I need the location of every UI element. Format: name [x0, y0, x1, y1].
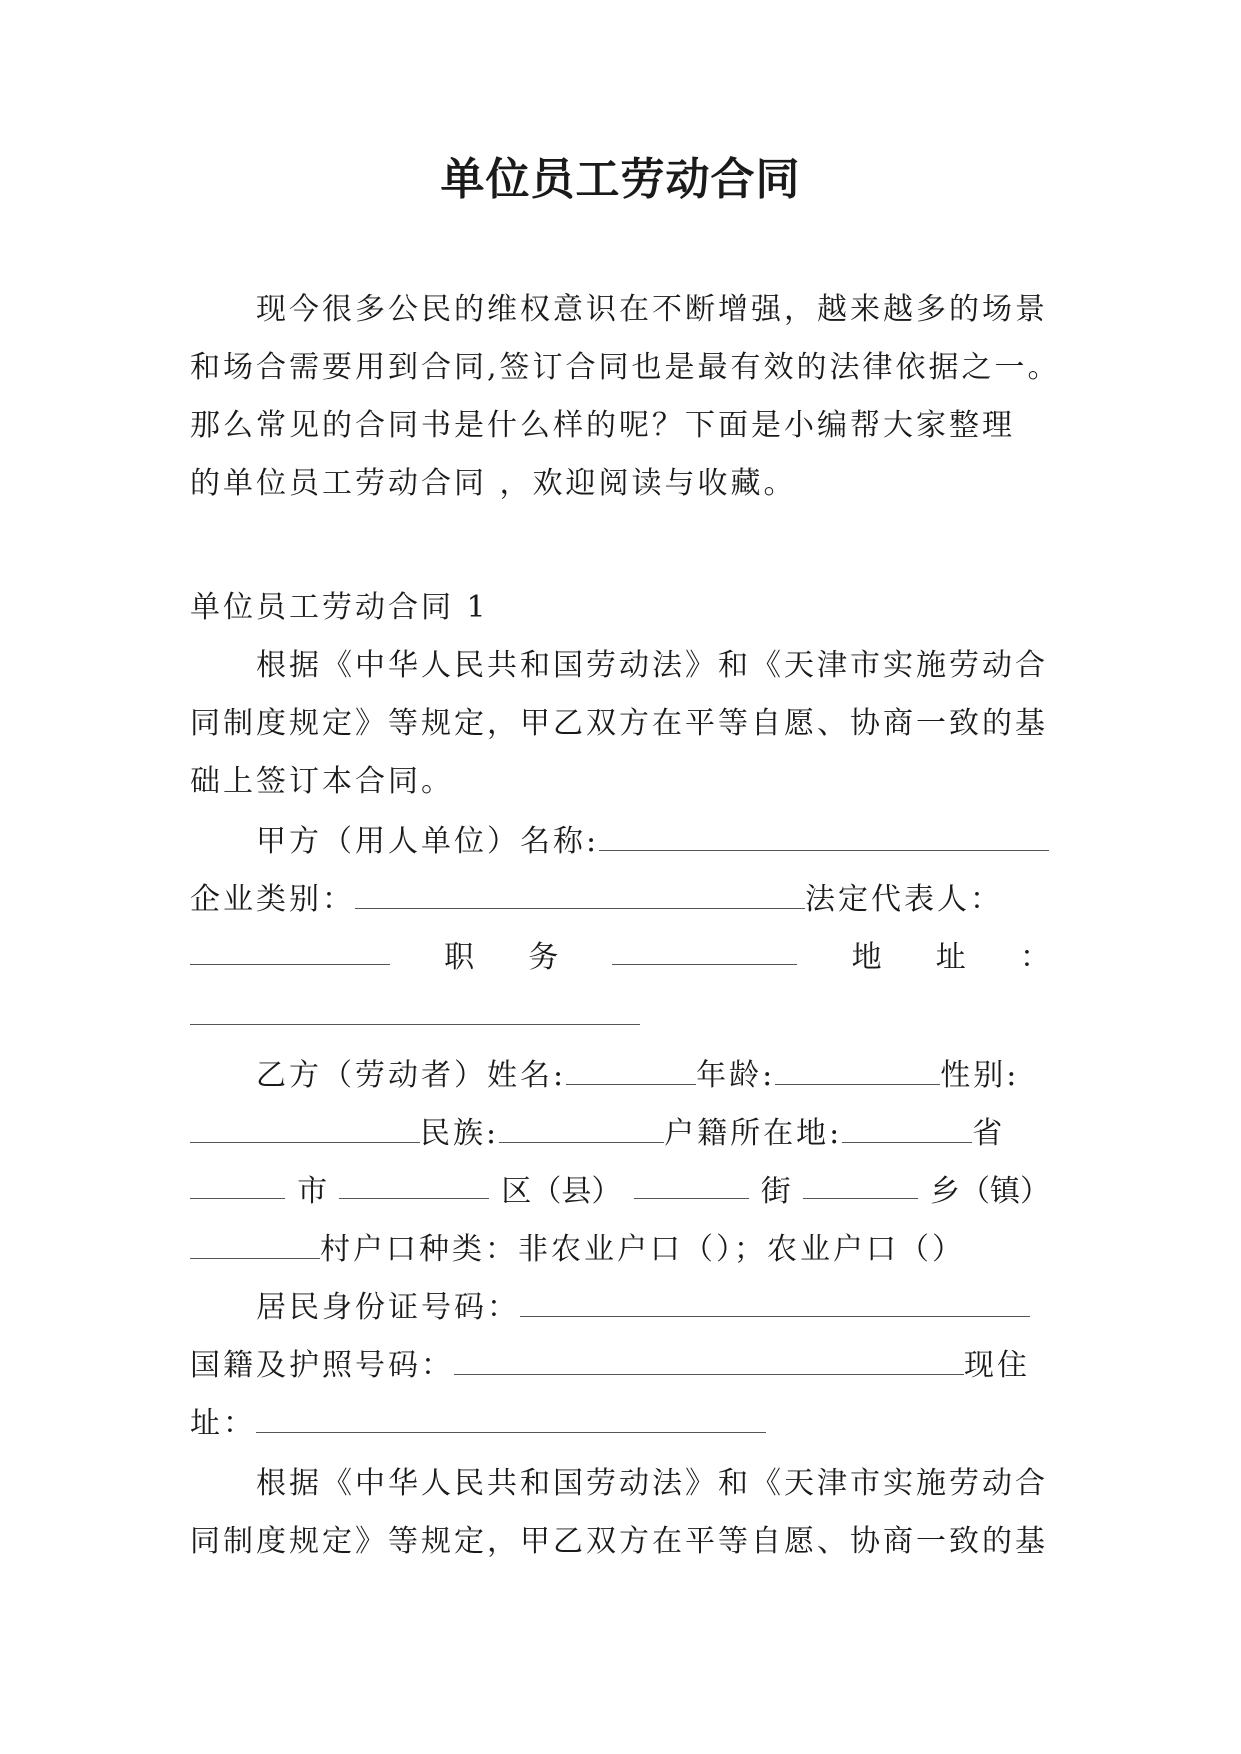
basis-line-3: 础上签订本合同。: [190, 764, 454, 799]
party-a-name-row: [256, 822, 1050, 862]
party-b-passport-label: 国籍及护照号码：: [190, 1348, 454, 1383]
party-b-passport-field[interactable]: [454, 1348, 964, 1375]
party-b-id-field[interactable]: [520, 1290, 1030, 1317]
party-a-addr-label-2: 址: [935, 940, 966, 975]
party-b-hukou-label: 村户口种类：非农业户口（）；农业户口（）: [320, 1232, 965, 1267]
party-a-rep-label: 法定代表人：: [805, 882, 1003, 917]
party-a-addr-colon: ：: [1019, 940, 1050, 975]
party-b-age-label: 年龄:: [696, 1058, 776, 1093]
party-b-domicile-label: 户籍所在地:: [664, 1116, 843, 1151]
party-b-village-field[interactable]: [190, 1232, 320, 1259]
party-a-type-field[interactable]: [355, 882, 805, 909]
party-b-district: 区（县）: [501, 1174, 622, 1209]
party-b-district-field[interactable]: [339, 1172, 489, 1199]
party-b-street-field[interactable]: [634, 1172, 749, 1199]
party-b-hukou-row: [190, 1230, 1050, 1270]
party-b-township: 乡（镇）: [929, 1174, 1050, 1209]
party-b-passport-row: [190, 1346, 1050, 1386]
party-b-ethnicity-label: 民族:: [420, 1116, 500, 1151]
party-b-gender-field[interactable]: [190, 1116, 420, 1143]
party-a-addr-row: [190, 996, 1050, 1036]
party-b-age-field[interactable]: [775, 1058, 940, 1085]
intro-line-4: 的单位员工劳动合同 ，欢迎阅读与收藏。: [190, 466, 797, 501]
party-b-city: 市: [297, 1174, 328, 1209]
party-a-duty-row: [190, 938, 1050, 978]
party-a-name-field[interactable]: [599, 824, 1049, 851]
basis-line-1: 根据《中华人民共和国劳动法》和《天津市实施劳动合: [256, 648, 1048, 683]
party-b-province: 省: [972, 1116, 1006, 1151]
party-a-rep-field[interactable]: [190, 938, 390, 965]
party-b-address-label-1: 现住: [964, 1348, 1030, 1383]
party-a-duty-label-1: 职: [444, 940, 475, 975]
party-a-addr-label-1: 地: [851, 940, 882, 975]
basis-repeat-line-1: 根据《中华人民共和国劳动法》和《天津市实施劳动合: [256, 1466, 1048, 1501]
party-b-name-field[interactable]: [566, 1058, 696, 1085]
party-a-duty-label-2: 务: [528, 940, 559, 975]
intro-line-3: 那么常见的合同书是什么样的呢？下面是小编帮大家整理: [190, 408, 1015, 443]
intro-line-2: 和场合需要用到合同,签订合同也是最有效的法律依据之一。: [190, 350, 1061, 385]
section-heading: 单位员工劳动合同 1: [190, 590, 489, 625]
party-b-id-label: 居民身份证号码：: [256, 1290, 520, 1325]
party-b-address-field[interactable]: [256, 1406, 766, 1433]
party-b-ethnicity-field[interactable]: [499, 1116, 664, 1143]
party-a-addr-field[interactable]: [190, 998, 640, 1025]
party-b-id-row: [256, 1288, 1050, 1328]
basis-line-2: 同制度规定》等规定，甲乙双方在平等自愿、协商一致的基: [190, 706, 1048, 741]
party-a-name-label: 甲方（用人单位）名称:: [256, 824, 600, 859]
intro-line-1: 现今很多公民的维权意识在不断增强，越来越多的场景: [256, 292, 1048, 327]
party-b-gender-label: 性别:: [940, 1058, 1020, 1093]
party-a-type-label: 企业类别：: [190, 882, 355, 917]
party-a-duty-field[interactable]: [612, 938, 797, 965]
party-b-province-field[interactable]: [842, 1116, 972, 1143]
party-b-ethnicity-row: [190, 1114, 1050, 1154]
basis-repeat-line-2: 同制度规定》等规定，甲乙双方在平等自愿、协商一致的基: [190, 1524, 1048, 1559]
document-title: 单位员工劳动合同: [440, 154, 801, 205]
party-b-address-row: [190, 1404, 1050, 1444]
party-b-name-label: 乙方（劳动者）姓名:: [256, 1058, 567, 1093]
party-b-street: 街: [760, 1174, 791, 1209]
party-b-name-row: [256, 1056, 1050, 1096]
party-b-domicile-row: [190, 1172, 1050, 1212]
party-b-address-label-2: 址：: [190, 1406, 256, 1441]
party-b-city-field[interactable]: [190, 1172, 285, 1199]
party-b-township-field[interactable]: [803, 1172, 918, 1199]
party-a-type-row: [190, 880, 1050, 920]
